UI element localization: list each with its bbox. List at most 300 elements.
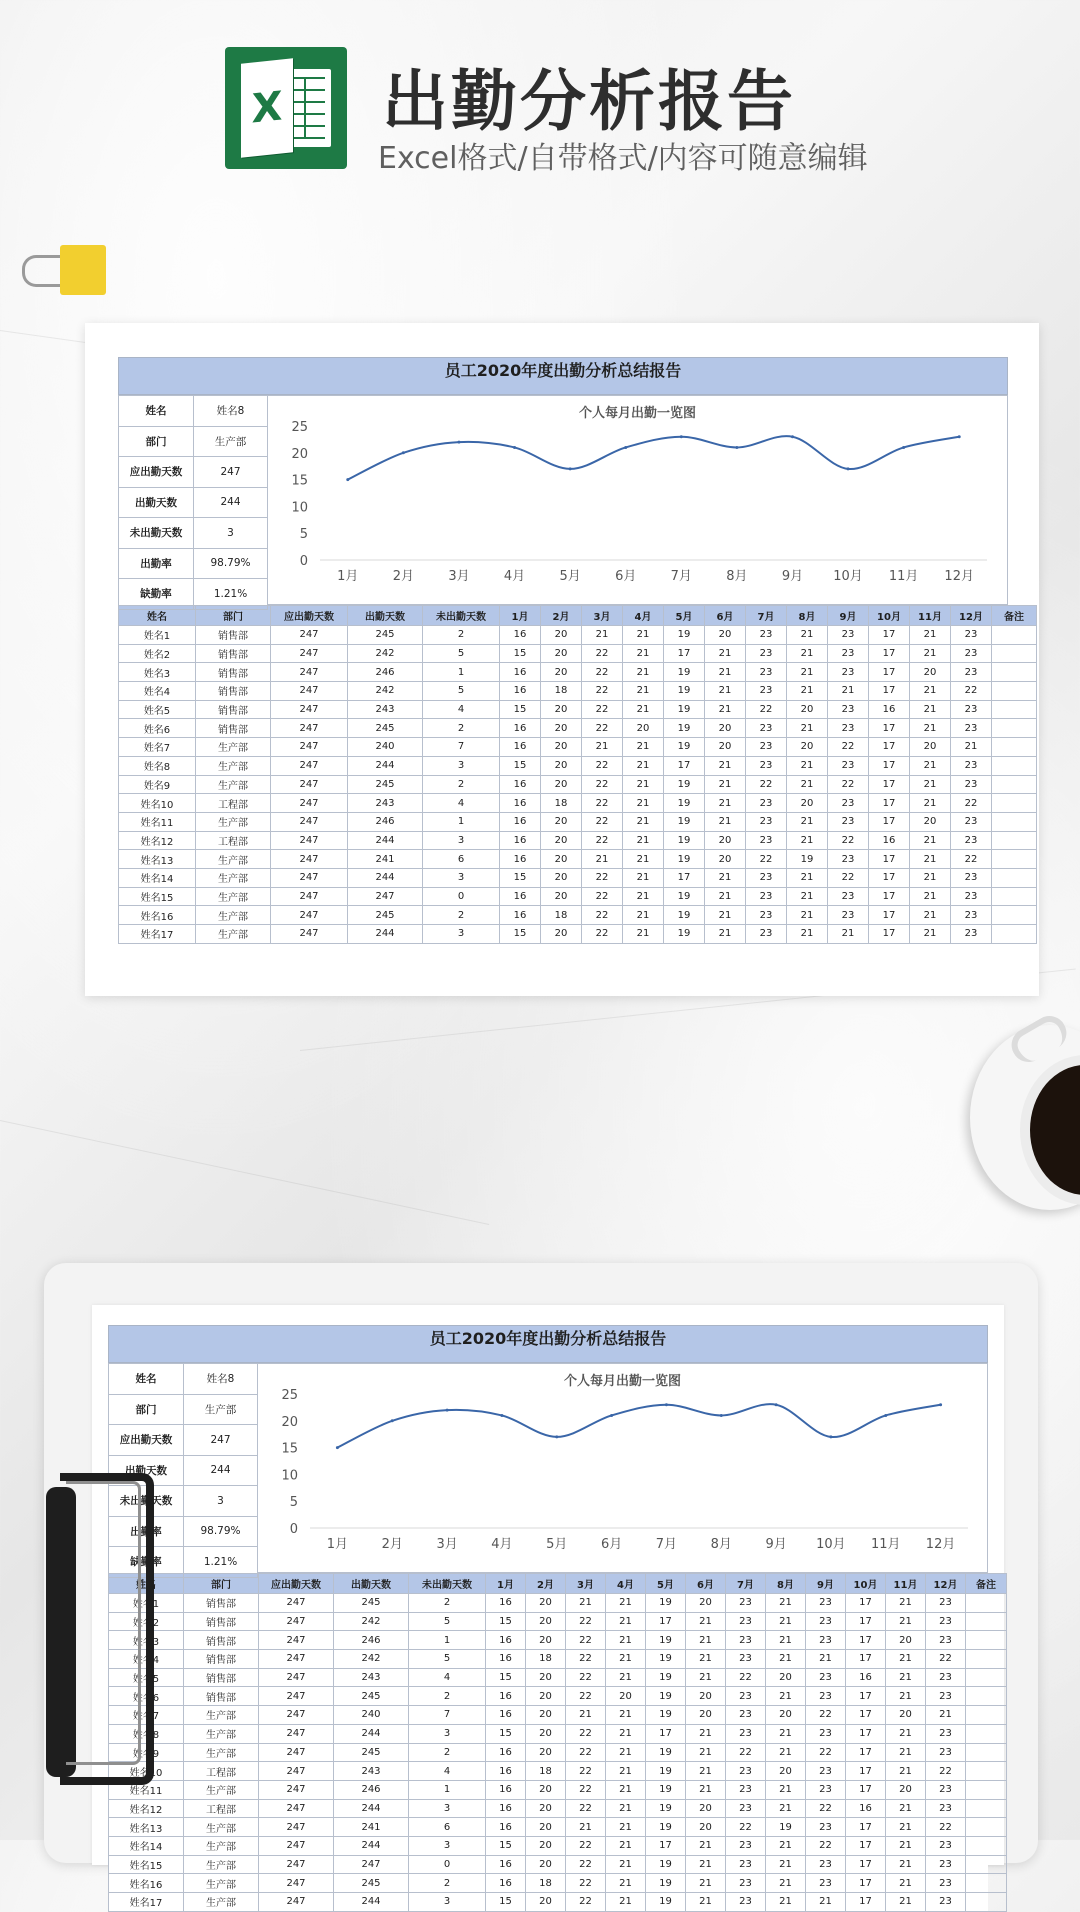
table-cell: 247: [259, 1743, 334, 1762]
table-cell: 23: [828, 887, 869, 906]
table-cell: 247: [334, 1855, 409, 1874]
table-cell: 20: [526, 1855, 566, 1874]
table-cell: 23: [746, 868, 787, 887]
table-cell: 21: [623, 644, 664, 663]
table-cell: 244: [348, 831, 423, 850]
attendance-table: [108, 1573, 1007, 1912]
table-cell: 22: [582, 719, 623, 738]
table-cell: 21: [787, 663, 828, 682]
table-row: [109, 1668, 1007, 1687]
table-cell: 247: [271, 831, 348, 850]
table-cell: 17: [846, 1706, 886, 1725]
table-cell: 17: [869, 850, 910, 869]
table-cell: 3: [409, 1724, 486, 1743]
x-tick-label: 7月: [670, 569, 692, 584]
info-row: [119, 426, 268, 457]
table-cell: 20: [766, 1668, 806, 1687]
column-header: 12月: [926, 1574, 966, 1594]
table-cell: 18: [541, 906, 582, 925]
info-label: 出勤天数: [109, 1455, 184, 1486]
table-cell: 242: [334, 1650, 409, 1669]
table-cell: 240: [348, 738, 423, 757]
table-cell: 244: [334, 1893, 409, 1912]
table-cell: 21: [766, 1650, 806, 1669]
table-cell: 20: [541, 775, 582, 794]
table-cell: 19: [646, 1818, 686, 1837]
table-cell: 247: [271, 868, 348, 887]
table-cell: 18: [541, 682, 582, 701]
table-cell: 22: [582, 831, 623, 850]
table-cell: 20: [541, 756, 582, 775]
x-tick-label: 11月: [870, 1537, 901, 1552]
data-point: [847, 467, 850, 470]
table-cell: 22: [582, 700, 623, 719]
table-cell: 247: [259, 1706, 334, 1725]
info-label: 缺勤率: [119, 579, 194, 610]
y-tick-label: 10: [291, 500, 308, 516]
table-cell: 23: [726, 1724, 766, 1743]
table-cell: 工程部: [196, 831, 271, 850]
data-point: [665, 1403, 668, 1406]
table-cell: 247: [259, 1668, 334, 1687]
table-row: [109, 1650, 1007, 1669]
table-cell: 20: [541, 812, 582, 831]
table-cell: 247: [259, 1818, 334, 1837]
table-cell: 2: [423, 775, 500, 794]
chart-title: 个人每月出勤一览图: [578, 406, 696, 421]
table-cell: 247: [259, 1799, 334, 1818]
table-cell: 16: [486, 1631, 526, 1650]
table-cell: 4: [423, 700, 500, 719]
table-cell: 姓名3: [109, 1631, 184, 1650]
excel-icon: [225, 47, 347, 169]
table-cell: 21: [766, 1855, 806, 1874]
table-cell: 15: [486, 1668, 526, 1687]
table-cell: 工程部: [184, 1762, 259, 1781]
table-cell: 17: [646, 1836, 686, 1855]
y-tick-label: 15: [281, 1441, 298, 1457]
table-cell: 21: [606, 1743, 646, 1762]
table-cell: 22: [828, 775, 869, 794]
table-cell: 21: [606, 1668, 646, 1687]
table-cell: 22: [566, 1799, 606, 1818]
excel-letter: X: [251, 83, 283, 133]
table-cell: 21: [787, 925, 828, 944]
table-cell: 姓名6: [109, 1687, 184, 1706]
table-cell: 20: [526, 1818, 566, 1837]
table-cell: 21: [705, 682, 746, 701]
table-cell: 姓名9: [119, 775, 196, 794]
table-cell: 23: [926, 1631, 966, 1650]
table-cell: 21: [766, 1836, 806, 1855]
table-cell: 2: [409, 1687, 486, 1706]
table-cell: 22: [951, 682, 992, 701]
table-cell: 17: [869, 663, 910, 682]
table-cell: 247: [259, 1650, 334, 1669]
column-header: 7月: [726, 1574, 766, 1594]
column-header: 9月: [806, 1574, 846, 1594]
table-cell: 23: [746, 682, 787, 701]
info-row: [119, 487, 268, 518]
table-row: [119, 700, 1037, 719]
table-cell: 20: [526, 1836, 566, 1855]
table-cell: 17: [846, 1818, 886, 1837]
table-cell: 21: [705, 887, 746, 906]
table-cell: 20: [705, 831, 746, 850]
table-cell: [966, 1612, 1007, 1631]
table-cell: 241: [348, 850, 423, 869]
table-cell: 21: [910, 775, 951, 794]
column-header: 备注: [966, 1574, 1007, 1594]
table-cell: 21: [787, 719, 828, 738]
table-cell: 姓名6: [119, 719, 196, 738]
table-cell: [966, 1668, 1007, 1687]
table-cell: 19: [646, 1874, 686, 1893]
table-cell: 23: [726, 1612, 766, 1631]
table-cell: 20: [686, 1594, 726, 1613]
table-cell: 21: [606, 1874, 646, 1893]
table-cell: 16: [869, 700, 910, 719]
table-cell: 22: [566, 1668, 606, 1687]
table-cell: 19: [664, 626, 705, 645]
table-cell: 21: [910, 906, 951, 925]
table-cell: 姓名9: [109, 1743, 184, 1762]
table-cell: 247: [271, 626, 348, 645]
table-cell: 22: [828, 738, 869, 757]
table-cell: [966, 1631, 1007, 1650]
table-cell: 20: [541, 663, 582, 682]
table-cell: 247: [271, 775, 348, 794]
table-cell: 22: [806, 1836, 846, 1855]
table-cell: 21: [705, 775, 746, 794]
table-cell: 247: [271, 794, 348, 813]
table-row: [119, 887, 1037, 906]
chart-svg: [268, 396, 1007, 604]
table-cell: 生产部: [196, 775, 271, 794]
info-row: [109, 1394, 258, 1425]
table-cell: 19: [646, 1893, 686, 1912]
table-cell: 23: [951, 644, 992, 663]
table-cell: 21: [910, 719, 951, 738]
table-cell: 21: [623, 925, 664, 944]
table-cell: [992, 831, 1037, 850]
table-cell: 21: [623, 775, 664, 794]
table-cell: 21: [766, 1743, 806, 1762]
table-cell: [966, 1818, 1007, 1837]
table-cell: 20: [541, 831, 582, 850]
column-header: 5月: [664, 606, 705, 626]
data-point: [569, 467, 572, 470]
table-cell: 20: [910, 663, 951, 682]
attendance-line-chart: [268, 395, 1008, 605]
table-cell: 21: [623, 663, 664, 682]
chart-svg: [258, 1364, 988, 1572]
table-cell: 244: [348, 868, 423, 887]
table-cell: 23: [746, 831, 787, 850]
table-cell: 23: [746, 663, 787, 682]
table-cell: 23: [806, 1780, 846, 1799]
column-header: 12月: [951, 606, 992, 626]
column-header: 出勤天数: [334, 1574, 409, 1594]
y-tick-label: 0: [289, 1522, 298, 1537]
table-cell: 245: [348, 626, 423, 645]
table-cell: 21: [787, 906, 828, 925]
table-cell: 20: [686, 1799, 726, 1818]
table-cell: 销售部: [184, 1650, 259, 1669]
column-header: 备注: [992, 606, 1037, 626]
table-cell: 247: [271, 850, 348, 869]
table-row: [109, 1612, 1007, 1631]
y-tick-label: 10: [281, 1468, 298, 1484]
table-cell: 246: [334, 1780, 409, 1799]
table-cell: 22: [566, 1612, 606, 1631]
table-cell: 22: [582, 775, 623, 794]
table-cell: 22: [582, 925, 623, 944]
info-value: 生产部: [184, 1394, 258, 1425]
info-value: 1.21%: [194, 579, 268, 610]
table-cell: 生产部: [184, 1743, 259, 1762]
table-cell: 23: [746, 738, 787, 757]
table-cell: 17: [869, 887, 910, 906]
table-cell: 20: [526, 1780, 566, 1799]
table-cell: 16: [486, 1706, 526, 1725]
data-point: [735, 446, 738, 449]
table-cell: 21: [886, 1855, 926, 1874]
x-tick-label: 12月: [925, 1537, 956, 1552]
table-cell: 1: [423, 812, 500, 831]
table-row: [109, 1724, 1007, 1743]
table-cell: 18: [526, 1762, 566, 1781]
table-cell: 23: [746, 812, 787, 831]
x-tick-label: 4月: [491, 1537, 513, 1552]
column-header: 3月: [566, 1574, 606, 1594]
table-cell: 19: [766, 1818, 806, 1837]
table-cell: 姓名7: [119, 738, 196, 757]
table-cell: 21: [886, 1743, 926, 1762]
table-cell: 21: [766, 1874, 806, 1893]
table-cell: 19: [646, 1780, 686, 1799]
chart-title: 个人每月出勤一览图: [563, 1374, 681, 1389]
table-cell: 246: [348, 663, 423, 682]
table-row: [109, 1893, 1007, 1912]
table-cell: [966, 1836, 1007, 1855]
table-cell: 20: [526, 1631, 566, 1650]
column-header: 2月: [541, 606, 582, 626]
info-label: 姓名: [109, 1364, 184, 1395]
table-cell: 15: [500, 868, 541, 887]
info-table: [118, 395, 268, 610]
table-cell: 21: [787, 756, 828, 775]
table-cell: 2: [409, 1594, 486, 1613]
table-cell: 247: [271, 663, 348, 682]
data-point: [884, 1414, 887, 1417]
table-cell: 243: [348, 794, 423, 813]
x-tick-label: 8月: [726, 569, 748, 584]
table-cell: 销售部: [196, 700, 271, 719]
y-tick-label: 5: [289, 1495, 298, 1511]
table-cell: 生产部: [184, 1780, 259, 1799]
table-cell: 3: [409, 1799, 486, 1818]
table-cell: 20: [705, 850, 746, 869]
table-row: [119, 756, 1037, 775]
table-cell: 17: [869, 812, 910, 831]
table-cell: 16: [500, 850, 541, 869]
table-row: [119, 850, 1037, 869]
table-cell: 21: [686, 1631, 726, 1650]
table-cell: 23: [806, 1687, 846, 1706]
table-cell: 3: [409, 1836, 486, 1855]
table-cell: 21: [606, 1762, 646, 1781]
info-label: 未出勤天数: [109, 1486, 184, 1517]
table-cell: 247: [259, 1874, 334, 1893]
table-cell: 19: [646, 1687, 686, 1706]
table-cell: 19: [646, 1650, 686, 1669]
table-cell: 21: [806, 1650, 846, 1669]
table-cell: 245: [334, 1874, 409, 1893]
table-cell: 20: [541, 925, 582, 944]
table-cell: [966, 1650, 1007, 1669]
table-cell: 22: [951, 794, 992, 813]
table-cell: 16: [500, 794, 541, 813]
table-cell: 4: [409, 1668, 486, 1687]
table-cell: 247: [271, 906, 348, 925]
table-row: [119, 626, 1037, 645]
table-cell: 20: [526, 1668, 566, 1687]
table-cell: 22: [828, 868, 869, 887]
y-tick-label: 5: [299, 527, 308, 543]
column-header: 1月: [486, 1574, 526, 1594]
table-cell: 21: [623, 738, 664, 757]
info-value: 3: [194, 518, 268, 549]
table-cell: 22: [746, 850, 787, 869]
table-cell: [992, 850, 1037, 869]
table-cell: 20: [541, 738, 582, 757]
table-cell: 17: [846, 1594, 886, 1613]
x-tick-label: 1月: [326, 1537, 349, 1552]
table-cell: 21: [828, 682, 869, 701]
table-cell: 21: [886, 1687, 926, 1706]
table-cell: 2: [409, 1743, 486, 1762]
table-cell: 20: [541, 644, 582, 663]
table-cell: 15: [486, 1724, 526, 1743]
column-header: 未出勤天数: [423, 606, 500, 626]
table-cell: 247: [259, 1893, 334, 1912]
table-cell: 17: [646, 1724, 686, 1743]
table-cell: 242: [334, 1612, 409, 1631]
table-cell: 21: [623, 868, 664, 887]
table-cell: 247: [259, 1780, 334, 1799]
table-cell: 20: [910, 812, 951, 831]
info-value: 244: [184, 1455, 258, 1486]
table-cell: 17: [846, 1650, 886, 1669]
table-cell: 21: [766, 1893, 806, 1912]
table-cell: [992, 626, 1037, 645]
table-cell: 23: [726, 1799, 766, 1818]
table-cell: 姓名1: [109, 1594, 184, 1613]
table-cell: 生产部: [196, 887, 271, 906]
table-cell: 生产部: [184, 1724, 259, 1743]
table-cell: 247: [259, 1612, 334, 1631]
table-cell: 23: [951, 775, 992, 794]
table-row: [109, 1818, 1007, 1837]
table-cell: 23: [926, 1836, 966, 1855]
table-cell: 23: [726, 1874, 766, 1893]
table-cell: 16: [486, 1874, 526, 1893]
column-header: 11月: [886, 1574, 926, 1594]
table-cell: 19: [664, 700, 705, 719]
table-cell: 19: [664, 850, 705, 869]
table-cell: 21: [705, 794, 746, 813]
table-cell: 21: [766, 1724, 806, 1743]
info-label: 应出勤天数: [119, 457, 194, 488]
table-cell: 17: [846, 1687, 886, 1706]
table-cell: 21: [910, 794, 951, 813]
x-tick-label: 1月: [337, 569, 359, 584]
table-cell: 21: [766, 1631, 806, 1650]
table-cell: 姓名5: [109, 1668, 184, 1687]
table-cell: 23: [806, 1668, 846, 1687]
column-header: 姓名: [109, 1574, 184, 1594]
info-row: [119, 518, 268, 549]
table-cell: 23: [951, 700, 992, 719]
table-cell: 22: [951, 850, 992, 869]
data-point: [500, 1414, 503, 1417]
table-cell: 240: [334, 1706, 409, 1725]
data-point: [336, 1446, 339, 1449]
table-cell: 姓名15: [119, 887, 196, 906]
table-cell: 16: [500, 775, 541, 794]
table-cell: 销售部: [196, 644, 271, 663]
table-cell: 22: [566, 1874, 606, 1893]
table-cell: 17: [869, 738, 910, 757]
table-cell: 22: [582, 756, 623, 775]
table-cell: 21: [705, 700, 746, 719]
y-tick-label: 20: [281, 1414, 298, 1430]
table-cell: 22: [726, 1818, 766, 1837]
table-cell: 21: [686, 1836, 726, 1855]
table-cell: 17: [869, 682, 910, 701]
table-cell: 246: [348, 812, 423, 831]
table-cell: 生产部: [196, 868, 271, 887]
table-cell: 16: [486, 1594, 526, 1613]
table-cell: 15: [500, 756, 541, 775]
table-cell: 247: [271, 738, 348, 757]
attendance-table: [118, 605, 1037, 944]
info-label: 出勤率: [119, 548, 194, 579]
table-cell: 销售部: [196, 626, 271, 645]
data-point: [902, 446, 905, 449]
table-row: [109, 1743, 1007, 1762]
table-cell: 20: [766, 1706, 806, 1725]
table-cell: 20: [787, 700, 828, 719]
table-cell: 20: [910, 738, 951, 757]
table-cell: 23: [951, 831, 992, 850]
table-cell: 244: [334, 1799, 409, 1818]
table-cell: 17: [664, 868, 705, 887]
table-cell: 20: [705, 738, 746, 757]
data-point: [346, 478, 349, 481]
table-cell: 21: [686, 1612, 726, 1631]
table-cell: 21: [582, 850, 623, 869]
table-cell: 241: [334, 1818, 409, 1837]
table-cell: 20: [526, 1594, 566, 1613]
table-cell: 243: [334, 1668, 409, 1687]
table-row: [109, 1855, 1007, 1874]
x-tick-label: 12月: [944, 569, 974, 584]
table-cell: 16: [500, 626, 541, 645]
column-header: 7月: [746, 606, 787, 626]
table-cell: 21: [623, 626, 664, 645]
